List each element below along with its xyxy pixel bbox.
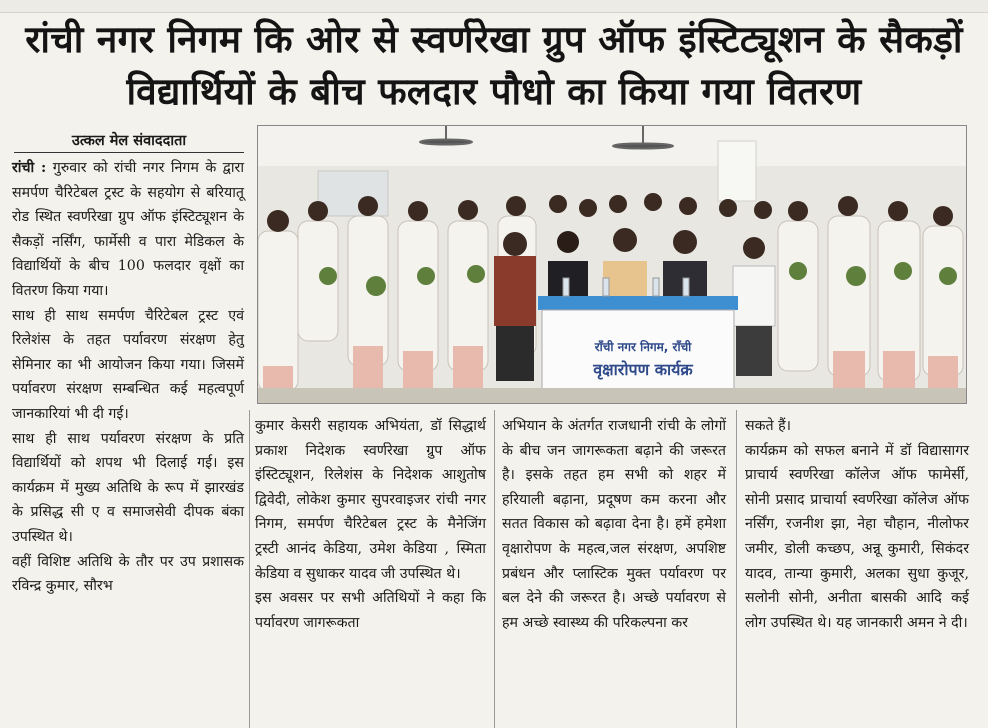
column-divider: [736, 410, 737, 728]
paragraph: साथ ही साथ पर्यावरण संरक्षण के प्रति विद्यार्थियों को शपथ भी दिलाई गई। इस कार्यक्रम में मुख्य अतिथि के रूप में झारखंड के प्रसिद्ध सी ए व समाजसेवी दीपक बंका उपस्थित थे।: [12, 430, 244, 545]
column-divider: [494, 410, 495, 728]
byline: उत्कल मेल संवाददाता: [14, 130, 244, 153]
paragraph: सकते हैं।: [745, 418, 791, 434]
paragraph: रांची : गुरुवार को रांची नगर निगम के द्वारा समर्पण चैरिटेबल ट्रस्ट के सहयोग से बरियातू रोड स्थित स्वर्णरेखा ग्रुप ऑफ इंस्टिट्यूशन के सैकड़ों नर्सिंग, फार्मेसी व पारा मेडिकल के विद्यार्थियों के बीच 100 फलदार वृक्षों का वितरण किया गया।: [12, 160, 244, 299]
column-divider: [249, 410, 250, 728]
previous-article-strip: [0, 0, 988, 13]
dateline: रांची :: [12, 160, 47, 176]
paragraph: साथ ही साथ समर्पण चैरिटेबल ट्रस्ट एवं रिलेशंस के तहत पर्यावरण संरक्षण हेतु सेमिनार का भी आयोजन किया गया। जिसमें पर्यावरण संरक्षण सम्बन्धित कई महत्वपूर्ण जानकारियां भी दी गई।: [12, 307, 244, 422]
paragraph: वहीं विशिष्ट अतिथि के तौर पर उप प्रशासक रविन्द्र कुमार, सौरभ: [12, 553, 244, 595]
article-column-3: [502, 414, 726, 635]
article-column-1: [12, 156, 244, 599]
banner-line-2: वृक्षारोपण कार्यक्र: [593, 360, 693, 379]
paragraph: कार्यक्रम को सफल बनाने में डॉ विद्यासागर प्राचार्य स्वर्णरेखा कॉलेज ऑफ फामेर्सी, सोनी प्रसाद प्राचार्या स्वर्णरेखा कॉलेज ऑफ नर्सिंग, रजनीश झा, नेहा चौहान, नीलोफर जमीर, डोली कच्छप, अन्नू कुमारी, सिकंदर यादव, तान्या कुमारी, अलका सुधा कुजूर, सलोनी सोनी, अनीता बासकी आदि कई लोग उपस्थित थे। यह जानकारी अमन ने दी।: [745, 442, 969, 631]
article-column-4: [745, 414, 969, 635]
headline: रांची नगर निगम कि ओर से स्वर्णरेखा ग्रुप ऑफ इंस्टिट्यूशन के सैकड़ों विद्यार्थियों के बीच फलदार पौधो का किया गया वितरण: [25, 18, 963, 113]
banner-line-1: राँची नगर निगम, राँची: [594, 340, 692, 354]
paragraph: अभियान के अंतर्गत राजधानी रांची के लोगों के बीच जन जागरूकता बढ़ाने की जरूरत है। इसके तहत हम सभी को शहर में हरियाली बढ़ाना, प्रदूषण कम करना और सतत विकास को बढ़ावा देना है। हमें हमेशा वृक्षारोपण के महत्व,जल संरक्षण, अपशिष्ट प्रबंधन और प्लास्टिक मुक्त पर्यावरण पर बल देने की जरूरत है। अच्छे पर्यावरण से हम अच्छे स्वास्थ्य की परिकल्पना कर: [502, 418, 726, 631]
paragraph: कुमार केसरी सहायक अभियंता, डॉ सिद्धार्थ प्रकाश निदेशक स्वर्णरेखा ग्रुप ऑफ इंस्टिट्यूशन, रिलेशंस के निदेशक आशुतोष द्विवेदी, लोकेश कुमार सुपरवाइजर रांची नगर निगम, समर्पण चैरिटेबल ट्रस्ट के मैनेजिंग ट्रस्टी आनंद केडिया, उमेश केडिया , स्मिता केडिया व सुधाकर यादव जी उपस्थित थे।: [255, 418, 486, 582]
article-column-2: [255, 414, 486, 635]
paragraph: इस अवसर पर सभी अतिथियों ने कहा कि पर्यावरण जागरूकता: [255, 590, 486, 631]
